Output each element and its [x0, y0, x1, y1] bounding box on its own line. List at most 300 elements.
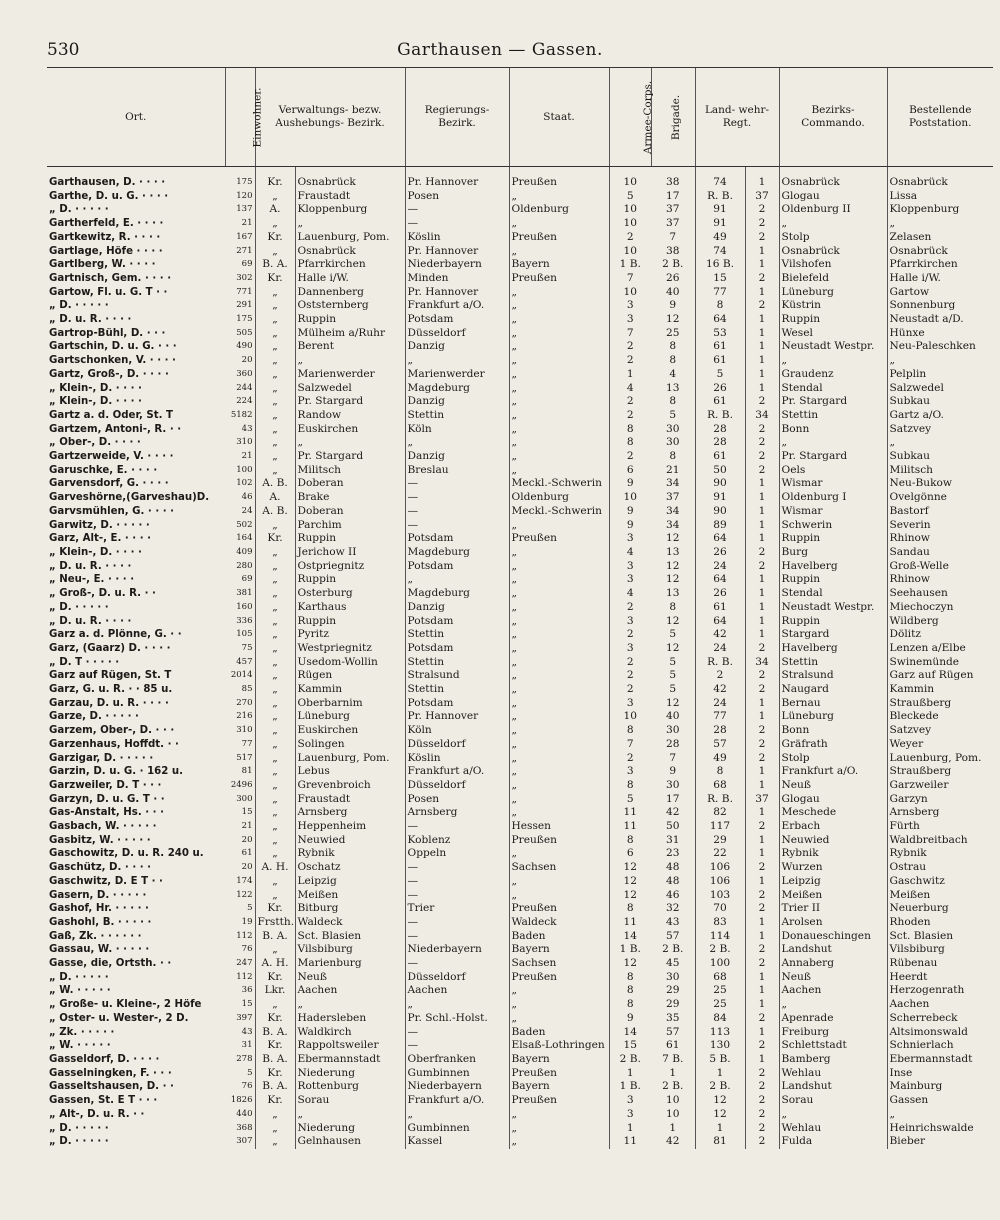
table-cell: Garzenhaus, Hoffdt. · · [49, 738, 179, 750]
table-cell: Heerdt [887, 971, 993, 985]
table-cell: 6 [609, 847, 651, 861]
table-row [47, 573, 993, 587]
table-row [47, 464, 993, 478]
table-cell: Gasseltshausen, D. · · [49, 1081, 174, 1093]
table-cell: 2 [609, 409, 651, 423]
table-cell: Sandau [887, 546, 993, 560]
table-cell: A. H. [255, 861, 295, 875]
col-brigade: Brigade. [651, 68, 695, 167]
table-cell: 49 [695, 752, 745, 766]
table-cell: 1 [745, 779, 779, 793]
table-cell: 2 [745, 1039, 779, 1053]
table-cell: 84 [695, 1012, 745, 1026]
table-cell: 120 [236, 190, 253, 201]
table-cell: 381 [236, 588, 253, 599]
table-cell: „ [509, 560, 609, 574]
table-cell: Glogau [779, 793, 887, 807]
table-cell: 2 [745, 560, 779, 574]
table-cell: Satzvey [887, 423, 993, 437]
table-cell: Lüneburg [295, 710, 405, 724]
table-cell: Gräfrath [779, 738, 887, 752]
table-cell: Sorau [779, 1094, 887, 1108]
table-cell: Gaschütz, D. · · · · [49, 862, 152, 874]
table-cell: 5182 [230, 409, 253, 420]
table-cell: „ [779, 354, 887, 368]
col-poststation: Bestellende Poststation. [887, 68, 993, 167]
table-cell: Gartlberg, W. · · · · [49, 259, 156, 271]
table-row [47, 902, 993, 916]
table-cell: 2 [609, 683, 651, 697]
table-cell: „ [509, 190, 609, 204]
table-cell: 2 [695, 669, 745, 683]
table-cell: 61 [695, 450, 745, 464]
table-cell: Oldenburg II [779, 203, 887, 217]
table-cell: 12 [666, 614, 680, 627]
table-cell: Kammin [887, 683, 993, 697]
table-row [47, 491, 993, 505]
table-row [47, 231, 993, 245]
table-cell: 2 [745, 669, 779, 683]
table-cell: 5 [669, 669, 677, 682]
table-cell: Gasbitz, W. · · · · · [49, 834, 151, 846]
table-cell: Waldbreitbach [887, 834, 993, 848]
table-cell: Mülheim a/Ruhr [295, 327, 405, 341]
table-cell: Hadersleben [295, 1012, 405, 1026]
table-cell: 2 [745, 738, 779, 752]
table-cell: 12 [695, 1108, 745, 1122]
table-cell: — [405, 957, 509, 971]
table-cell: 2 [745, 861, 779, 875]
table-cell: „ [509, 656, 609, 670]
table-cell: 13 [666, 587, 680, 600]
table-cell: 1 [745, 916, 779, 930]
table-cell: — [405, 1026, 509, 1040]
table-row [47, 190, 993, 204]
table-cell: Dannenberg [295, 286, 405, 300]
table-cell: 89 [695, 519, 745, 533]
table-cell: Rybnik [779, 847, 887, 861]
table-cell: Kloppenburg [295, 203, 405, 217]
table-cell: Leipzig [295, 875, 405, 889]
table-cell: 1 [745, 601, 779, 615]
table-cell: Frankfurt a/O. [779, 765, 887, 779]
table-cell: 113 [695, 1026, 745, 1040]
table-cell: Preußen [509, 231, 609, 245]
table-cell: 5 [609, 793, 651, 807]
table-row [47, 889, 993, 903]
table-cell: 2 [745, 217, 779, 231]
table-cell: „ [509, 683, 609, 697]
table-cell: — [405, 1039, 509, 1053]
table-cell: Kr. [255, 231, 295, 245]
table-cell: 7 B. [662, 1053, 684, 1065]
table-cell: Baden [509, 1026, 609, 1040]
table-cell: 2 [745, 546, 779, 560]
table-cell: „ Neu-, E. · · · · [49, 574, 135, 586]
table-cell: „ [509, 1135, 609, 1149]
table-cell: Aachen [405, 984, 509, 998]
table-cell: Apenrade [779, 1012, 887, 1026]
table-cell: Niederung [295, 1122, 405, 1136]
table-cell: 2 [745, 423, 779, 437]
table-cell: 22 [695, 847, 745, 861]
table-cell: Straußberg [887, 765, 993, 779]
table-cell: 2 [745, 1108, 779, 1122]
table-cell: „ Klein-, D. · · · · [49, 396, 142, 408]
table-cell: „ [255, 245, 295, 259]
table-cell: „ [405, 354, 509, 368]
table-cell: 175 [236, 177, 253, 187]
table-cell: 1 [745, 875, 779, 889]
table-cell: Marienburg [295, 957, 405, 971]
table-cell: Rybnik [887, 847, 993, 861]
table-row [47, 642, 993, 656]
table-cell: 20 [241, 862, 253, 873]
table-cell: Meißen [887, 889, 993, 903]
table-cell: 12 [666, 696, 680, 709]
table-cell: Swinemünde [887, 656, 993, 670]
table-cell: Stettin [405, 683, 509, 697]
table-cell: 5 [247, 1067, 253, 1078]
table-cell: Garvensdorf, G. · · · · [49, 478, 169, 490]
table-cell: Danzig [405, 601, 509, 615]
table-cell: Salzwedel [887, 382, 993, 396]
table-cell: 5 [669, 655, 677, 668]
table-cell: Gartnisch, Gem. · · · · [49, 272, 172, 284]
table-cell: „ [509, 217, 609, 231]
table-cell: Minden [405, 272, 509, 286]
table-cell: Rhoden [887, 916, 993, 930]
table-cell: Bieber [887, 1135, 993, 1149]
table-cell: 2 [609, 628, 651, 642]
table-cell: „ [509, 368, 609, 382]
table-row [47, 395, 993, 409]
table-cell: 25 [695, 984, 745, 998]
table-cell: 2 [745, 1080, 779, 1094]
table-cell: 360 [236, 368, 253, 379]
table-cell: 1 [745, 286, 779, 300]
table-cell: „ [509, 1122, 609, 1136]
table-cell: 1 [669, 1066, 677, 1079]
table-cell: Rottenburg [295, 1080, 405, 1094]
table-cell: 2 [609, 601, 651, 615]
table-cell: Garzem, Ober-, D. · · · [49, 725, 175, 737]
table-cell: Ostrau [887, 861, 993, 875]
col-einwohner: Einwohner. [225, 68, 255, 167]
table-cell: Frankfurt a/O. [405, 299, 509, 313]
table-cell: 91 [695, 217, 745, 231]
table-row [47, 697, 993, 711]
table-cell: „ [779, 998, 887, 1012]
table-row [47, 806, 993, 820]
table-cell: Gaschwitz, D. E T · · [49, 875, 163, 887]
table-cell: 29 [695, 834, 745, 848]
table-cell: 5 [669, 683, 677, 696]
table-cell: Bernau [779, 697, 887, 711]
table-cell: 7 [609, 327, 651, 341]
table-cell: Oberbarnim [295, 697, 405, 711]
table-cell: Weyer [887, 738, 993, 752]
table-cell: 77 [695, 286, 745, 300]
table-cell: Magdeburg [405, 587, 509, 601]
table-cell: 122 [236, 889, 253, 900]
table-cell: Garzau, D. u. R. · · · · [49, 697, 169, 709]
table-cell: „ [509, 423, 609, 437]
table-cell: „ [509, 765, 609, 779]
col-armee-corps: Armee-Corps. [609, 68, 651, 167]
table-cell: „ [887, 354, 993, 368]
table-cell: 10 [666, 1107, 680, 1120]
table-cell: Pfarrkirchen [295, 258, 405, 272]
table-cell: — [405, 505, 509, 519]
table-row [47, 382, 993, 396]
table-cell: 64 [695, 615, 745, 629]
header-row [47, 68, 993, 167]
table-cell: 8 [669, 354, 677, 367]
table-cell: Euskirchen [295, 724, 405, 738]
table-cell: Pr. Schl.-Holst. [405, 1012, 509, 1026]
table-cell: Ruppin [295, 615, 405, 629]
table-cell: Gartz a/O. [887, 409, 993, 423]
table-cell: 102 [236, 478, 253, 489]
table-cell: 1 [745, 519, 779, 533]
table-cell: Kr. [255, 167, 295, 190]
table-cell: 42 [695, 628, 745, 642]
table-cell: „ [509, 847, 609, 861]
table-cell: Neuerburg [887, 902, 993, 916]
table-cell: Frstth. [255, 916, 295, 930]
table-cell: Wehlau [779, 1067, 887, 1081]
table-cell: Bamberg [779, 1053, 887, 1067]
table-row [47, 957, 993, 971]
table-cell: „ [255, 1135, 295, 1149]
table-cell: „ Ober-, D. · · · · [49, 437, 141, 449]
table-cell: Gelnhausen [295, 1135, 405, 1149]
table-cell: Potsdam [405, 560, 509, 574]
table-cell: 7 [669, 751, 677, 764]
table-cell: „ D. · · · · · [49, 300, 109, 312]
table-cell: Stolp [779, 231, 887, 245]
table-cell: „ [255, 710, 295, 724]
table-cell: „ [255, 628, 295, 642]
table-cell: 1 [695, 1067, 745, 1081]
table-cell: Bleckede [887, 710, 993, 724]
table-cell: 440 [236, 1108, 253, 1119]
table-cell: 103 [695, 889, 745, 903]
table-cell: Kr. [255, 1039, 295, 1053]
table-cell: 91 [695, 203, 745, 217]
table-cell: 2 [745, 943, 779, 957]
table-cell: Oldenburg [509, 491, 609, 505]
table-cell: Sct. Blasien [887, 930, 993, 944]
table-cell: Gumbinnen [405, 1122, 509, 1136]
table-cell: „ [255, 299, 295, 313]
col-staat: Staat. [509, 68, 609, 167]
table-cell: 10 [609, 286, 651, 300]
table-cell: Pr. Stargard [779, 450, 887, 464]
table-cell: Sonnenburg [887, 299, 993, 313]
table-cell: 34 [745, 656, 779, 670]
table-cell: 10 [666, 1094, 680, 1107]
table-cell: Düsseldorf [405, 738, 509, 752]
table-cell: 1 [745, 710, 779, 724]
table-cell: „ W. · · · · · [49, 1040, 111, 1052]
table-cell: Waldeck [509, 916, 609, 930]
table-cell: Potsdam [405, 697, 509, 711]
table-cell: 2 B. [662, 943, 684, 956]
table-cell: 2 B. [609, 1053, 651, 1067]
table-cell: „ [255, 286, 295, 300]
table-cell: Koblenz [405, 834, 509, 848]
table-cell: „ [405, 436, 509, 450]
table-cell: Lissa [887, 190, 993, 204]
table-cell: „ [255, 409, 295, 423]
table-cell: „ [255, 313, 295, 327]
table-cell: Ruppin [779, 532, 887, 546]
table-cell: Kr. [255, 272, 295, 286]
table-cell: 64 [695, 532, 745, 546]
table-cell: 2 B. [662, 258, 684, 271]
table-cell: — [405, 930, 509, 944]
table-cell: Kr. [255, 1012, 295, 1026]
table-cell: Gartschin, D. u. G. · · · [49, 341, 177, 353]
table-cell: Gartzem, Antoni-, R. · · [49, 423, 182, 435]
table-cell: Pr. Stargard [295, 450, 405, 464]
table-cell: 8 [609, 834, 651, 848]
table-cell: 3 [609, 1108, 651, 1122]
table-cell: „ [255, 436, 295, 450]
table-cell: 10 [609, 491, 651, 505]
table-cell: 5 B. [695, 1053, 745, 1067]
table-cell: „ [509, 601, 609, 615]
table-cell: 5 [669, 408, 677, 421]
table-row [47, 1012, 993, 1026]
table-cell: Gasselningken, F. · · · [49, 1067, 172, 1079]
table-cell: Grevenbroich [295, 779, 405, 793]
table-cell: 2 [745, 450, 779, 464]
table-cell: 5 [669, 628, 677, 641]
table-cell: Ovelgönne [887, 491, 993, 505]
table-cell: 2 [745, 902, 779, 916]
table-cell: 48 [666, 874, 680, 887]
table-cell: 61 [695, 354, 745, 368]
table-row [47, 272, 993, 286]
table-cell: Niederbayern [405, 1080, 509, 1094]
table-cell: 8 [609, 423, 651, 437]
table-cell: „ [509, 806, 609, 820]
col-regierungsbezirk: Regierungs- Bezirk. [405, 68, 509, 167]
table-cell: — [405, 916, 509, 930]
table-cell: Frankfurt a/O. [405, 765, 509, 779]
table-cell: 307 [236, 1136, 253, 1147]
table-cell: 8 [695, 299, 745, 313]
table-cell: 300 [236, 793, 253, 804]
table-cell: 2 [745, 1067, 779, 1081]
table-cell: „ Zk. · · · · · [49, 1026, 115, 1038]
table-cell: 61 [695, 395, 745, 409]
table-cell: 1 [745, 587, 779, 601]
table-cell: Neustadt a/D. [887, 313, 993, 327]
table-cell: Danzig [405, 340, 509, 354]
table-cell: 42 [666, 1135, 680, 1148]
table-cell: 3 [609, 560, 651, 574]
table-cell: Landshut [779, 943, 887, 957]
table-cell: Osterburg [295, 587, 405, 601]
table-cell: Magdeburg [405, 546, 509, 560]
table-cell: B. A. [255, 1053, 295, 1067]
table-cell: 26 [666, 271, 680, 284]
table-row [47, 368, 993, 382]
table-cell: 64 [695, 573, 745, 587]
table-row [47, 203, 993, 217]
table-cell: „ [509, 1012, 609, 1026]
table-cell: 50 [695, 464, 745, 478]
table-cell: Neuß [779, 971, 887, 985]
table-cell: Annaberg [779, 957, 887, 971]
table-cell: 13 [666, 545, 680, 558]
table-cell: Gartow, Fl. u. G. T · · [49, 286, 168, 298]
table-cell: „ [255, 779, 295, 793]
table-cell: 14 [609, 930, 651, 944]
table-cell: Garz, (Gaarz) D. · · · · [49, 642, 171, 654]
table-cell: Seehausen [887, 587, 993, 601]
table-row [47, 450, 993, 464]
table-cell: „ [255, 793, 295, 807]
table-cell: „ [509, 587, 609, 601]
table-cell: 106 [695, 861, 745, 875]
table-cell: Ruppin [295, 532, 405, 546]
table-cell: 3 [609, 299, 651, 313]
table-cell: Ruppin [295, 313, 405, 327]
table-cell: Garthe, D. u. G. · · · · [49, 190, 169, 202]
table-cell: Sachsen [509, 957, 609, 971]
table-cell: A. B. [255, 505, 295, 519]
table-cell: Osnabrück [887, 167, 993, 190]
table-cell: „ D. · · · · · [49, 1122, 109, 1134]
table-cell: Bayern [509, 1053, 609, 1067]
table-row [47, 560, 993, 574]
table-cell: Sorau [295, 1094, 405, 1108]
table-row [47, 1026, 993, 1040]
table-cell: 2 [745, 395, 779, 409]
table-cell: 11 [609, 820, 651, 834]
table-cell: Salzwedel [295, 382, 405, 396]
table-cell: 224 [236, 396, 253, 407]
table-cell: Garuschke, E. · · · · [49, 464, 158, 476]
table-cell: Garzigar, D. · · · · · [49, 752, 154, 764]
table-cell: 29 [666, 998, 680, 1011]
table-cell: 270 [236, 697, 253, 708]
table-row [47, 286, 993, 300]
table-cell: 70 [695, 902, 745, 916]
table-cell: „ [509, 738, 609, 752]
table-row [47, 601, 993, 615]
table-cell: 11 [609, 1135, 651, 1149]
table-cell: Neuß [295, 971, 405, 985]
table-cell: „ [509, 354, 609, 368]
table-cell: 74 [695, 245, 745, 259]
table-cell: 8 [669, 340, 677, 353]
table-cell: 32 [666, 902, 680, 915]
table-cell: „ [295, 998, 405, 1012]
table-cell: 81 [695, 1135, 745, 1149]
table-cell: 15 [241, 807, 253, 818]
table-cell: Halle i/W. [887, 272, 993, 286]
table-cell: Preußen [509, 834, 609, 848]
table-cell: Garvsmühlen, G. · · · · [49, 505, 175, 517]
table-cell: Lauenburg, Pom. [887, 752, 993, 766]
table-cell: Gashohl, B. · · · · · [49, 916, 152, 928]
